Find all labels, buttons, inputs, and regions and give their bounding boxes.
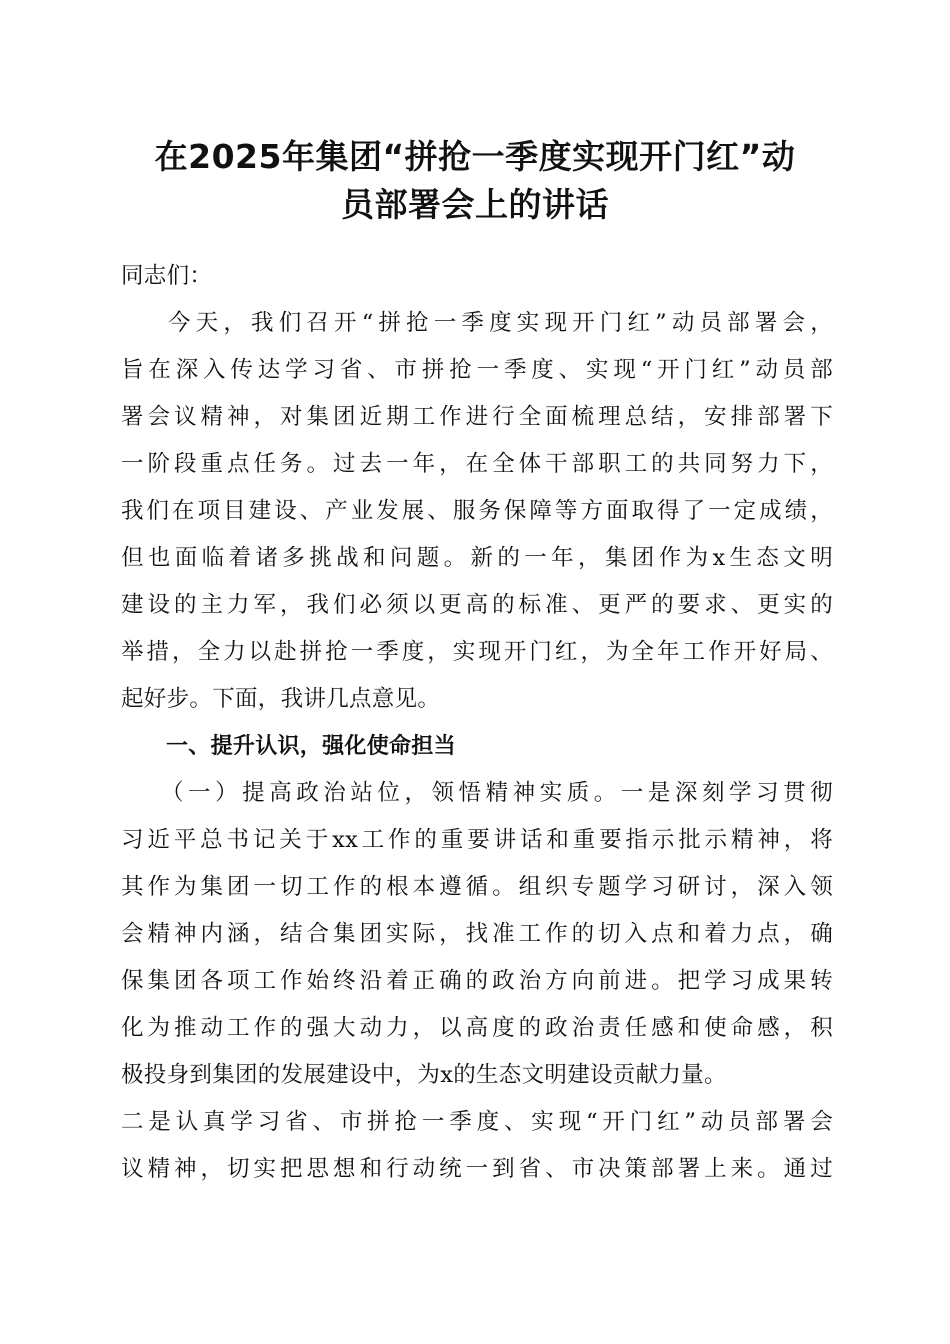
paragraph-line: 习近平总书记关于xx工作的重要讲话和重要指示批示精神，将 [121,827,833,853]
paragraph-line: 会精神内涵，结合集团实际，找准工作的切入点和着力点，确 [121,921,833,947]
paragraph-line: 其作为集团一切工作的根本遵循。组织专题学习研讨，深入领 [121,874,833,900]
paragraph-line: 旨在深入传达学习省、市拼抢一季度、实现“开门红”动员部 [121,357,833,383]
paragraph-line: 建设的主力军，我们必须以更高的标准、更严的要求、更实的 [121,592,833,618]
paragraph-line: 署会议精神，对集团近期工作进行全面梳理总结，安排部署下 [121,404,833,430]
title-line-1: 在2025年集团“拼抢一季度实现开门红”动 [154,137,796,176]
paragraph-line: 化为推动工作的强大动力，以高度的政治责任感和使命感，积 [121,1015,833,1041]
paragraph-line: 极投身到集团的发展建设中，为x的生态文明建设贡献力量。 [121,1062,727,1088]
section-heading-1: 一、提升认识，强化使命担当 [166,734,456,759]
paragraph-line: （一）提高政治站位，领悟精神实质。一是深刻学习贯彻 [161,780,833,806]
paragraph-section-1-1 [121,770,833,1193]
document-title [110,133,840,229]
paragraph-line: 今天，我们召开“拼抢一季度实现开门红”动员部署会， [168,310,833,336]
title-line-2: 员部署会上的讲话 [341,185,609,224]
paragraph-line: 一阶段重点任务。过去一年，在全体干部职工的共同努力下， [121,451,833,477]
paragraph-line: 议精神，切实把思想和行动统一到省、市决策部署上来。通过 [121,1156,833,1182]
document-body [121,253,833,1193]
paragraph-line: 我们在项目建设、产业发展、服务保障等方面取得了一定成绩， [121,498,833,524]
paragraph-line: 举措，全力以赴拼抢一季度，实现开门红，为全年工作开好局、 [121,639,833,665]
paragraph-line: 但也面临着诸多挑战和问题。新的一年，集团作为x生态文明 [121,545,833,571]
paragraph-line: 保集团各项工作始终沿着正确的政治方向前进。把学习成果转 [121,968,833,994]
paragraph-line: 起好步。下面，我讲几点意见。 [121,686,441,712]
paragraph-line: 二是认真学习省、市拼抢一季度、实现“开门红”动员部署会 [121,1109,833,1135]
paragraph-intro [121,300,833,723]
salutation: 同志们： [121,263,213,289]
